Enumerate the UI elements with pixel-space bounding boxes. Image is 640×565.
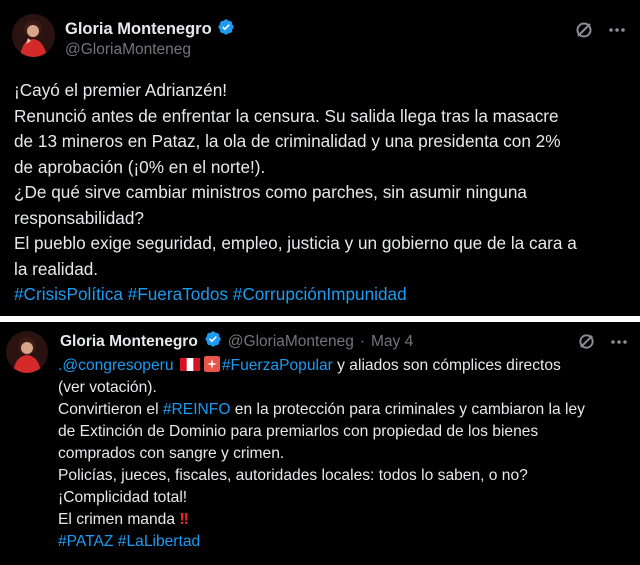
tweet-header xyxy=(60,330,413,353)
tweet-text xyxy=(14,78,630,308)
tweet-line xyxy=(58,399,630,421)
tweet-line: de Extinción de Dominio para premiarlos con propiedad de los bienes xyxy=(58,423,539,440)
tweet-line: responsabilidad? xyxy=(14,207,144,228)
hashtag-link[interactable]: #LaLibertad xyxy=(117,533,201,550)
tweet-line: de aprobación (¡0% en el norte!). xyxy=(14,156,266,177)
verified-badge-icon xyxy=(204,330,222,353)
tweet-line xyxy=(58,509,630,531)
tweet-line: ¿De qué sirve cambiar ministros como parches, sin asumir ninguna xyxy=(14,182,527,202)
hashtag-row xyxy=(58,531,630,553)
tweet-text xyxy=(58,355,630,553)
tweet-line: ¡Cayó el premier Adrianzén! xyxy=(14,80,228,100)
tweet-card-2 xyxy=(0,322,640,565)
author-avatar[interactable] xyxy=(6,331,48,373)
tweet-line-text: Convirtieron el xyxy=(58,401,163,418)
party-logo-icon xyxy=(204,356,220,372)
hashtag-link[interactable]: #FueraTodos xyxy=(127,284,228,304)
hashtag-link[interactable]: #FuerzaPopular xyxy=(221,357,333,374)
tweet-line-text: El crimen manda xyxy=(58,511,175,528)
tweet-line-text: en la protección para criminales y cambiaron la ley xyxy=(230,401,585,418)
hashtag-row xyxy=(14,282,630,308)
tweet-date[interactable]: May 4 xyxy=(371,332,414,350)
verified-badge-icon xyxy=(217,18,235,41)
grok-icon[interactable] xyxy=(574,20,594,40)
separator-dot: · xyxy=(359,332,365,350)
author-name-row[interactable] xyxy=(65,18,235,41)
author-handle[interactable]: @GloriaMonteneg xyxy=(65,41,192,58)
tweet-line: Renunció antes de enfrentar la censura. Su salida llega tras la masacre xyxy=(14,105,559,126)
tweet-line-text: y aliados son cómplices directos xyxy=(332,357,561,374)
grok-icon[interactable] xyxy=(577,332,596,351)
tweet-line: (ver votación). xyxy=(58,379,157,396)
hashtag-link[interactable]: #PATAZ xyxy=(58,533,114,550)
author-handle[interactable]: @GloriaMonteneg xyxy=(227,332,354,350)
author-name[interactable]: Gloria Montenegro xyxy=(65,20,212,38)
tweet-line xyxy=(58,355,630,377)
tweet-actions xyxy=(574,20,626,40)
hashtag-link[interactable]: #CorrupciónImpunidad xyxy=(232,284,407,304)
author-name[interactable]: Gloria Montenegro xyxy=(60,332,198,350)
tweet-line: ¡Complicidad total! xyxy=(58,489,188,506)
double-exclamation-icon: ‼ xyxy=(179,511,187,528)
tweet-line: de 13 mineros en Pataz, la ola de criminalidad y una presidenta con 2% xyxy=(14,131,561,151)
peru-flag-icon xyxy=(180,357,200,371)
tweet-line: Policías, jueces, fiscales, autoridades locales: todos lo saben, o no? xyxy=(58,467,528,484)
mention-link[interactable]: .@congresoperu xyxy=(58,357,174,374)
more-icon[interactable] xyxy=(610,339,628,345)
tweet-actions xyxy=(577,332,628,351)
tweet-line: la realidad. xyxy=(14,258,99,279)
hashtag-link[interactable]: #CrisisPolítica xyxy=(14,284,123,304)
tweet-line: comprados con sangre y crimen. xyxy=(58,445,285,462)
tweet-line: El pueblo exige seguridad, empleo, justicia y un gobierno que de la cara a xyxy=(14,233,577,253)
more-icon[interactable] xyxy=(608,27,626,33)
hashtag-link[interactable]: #REINFO xyxy=(162,401,231,418)
author-avatar[interactable] xyxy=(12,14,55,57)
